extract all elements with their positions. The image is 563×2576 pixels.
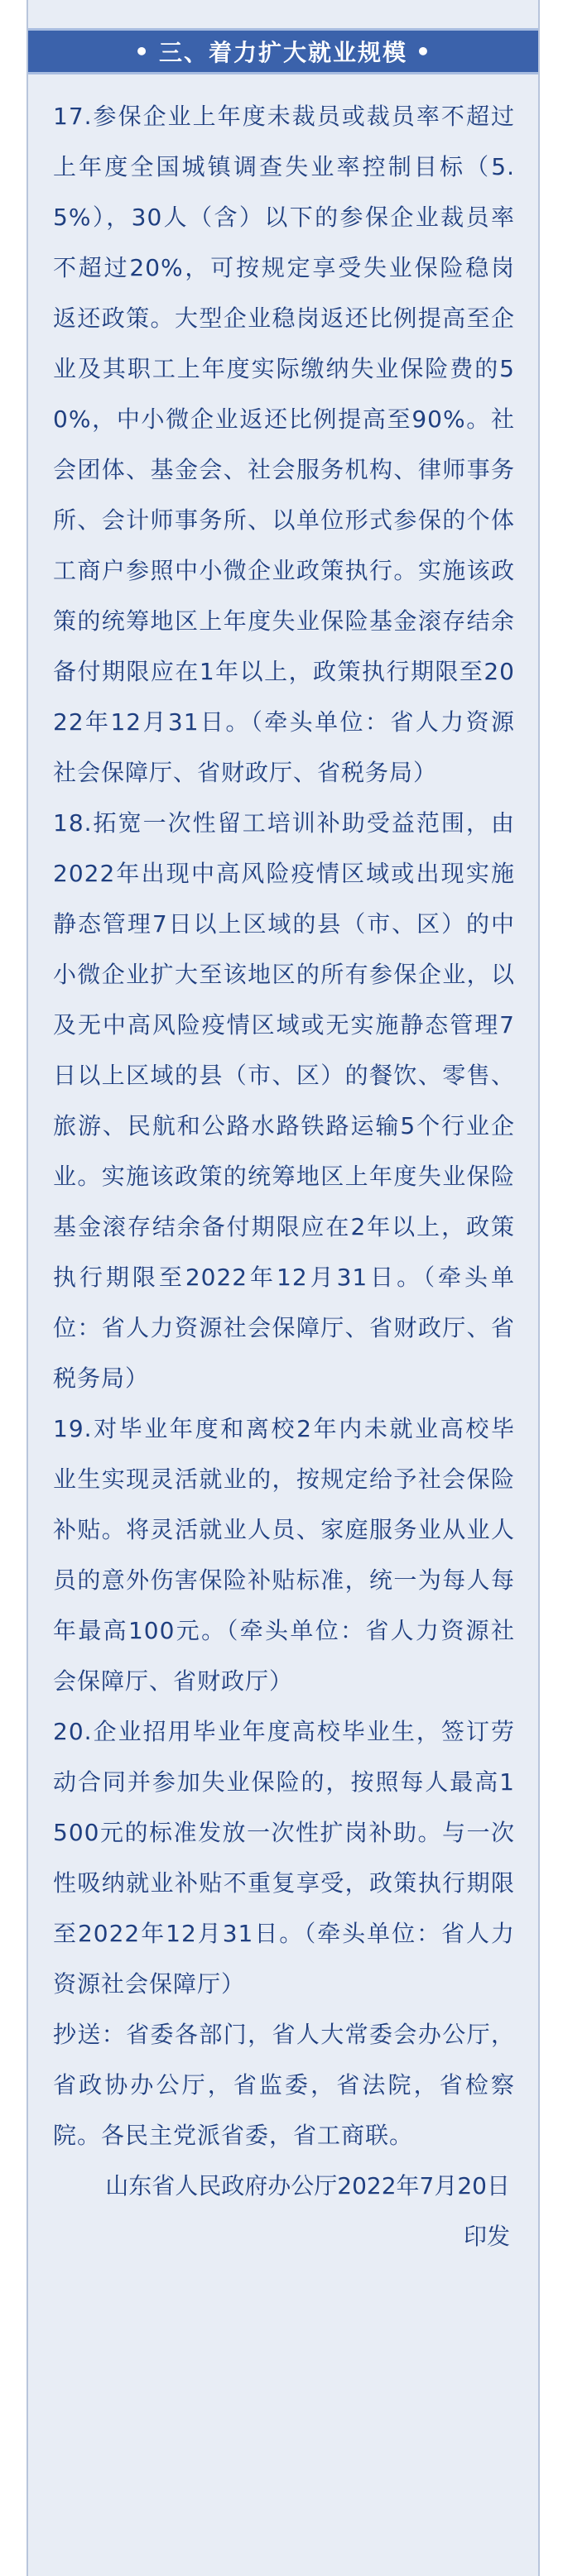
- issuer-and-date: 山东省人民政府办公厅2022年7月20日: [105, 2172, 510, 2199]
- cc-list: 抄送：省委各部门，省人大常委会办公厅，省政协办公厅，省监委，省法院，省检察院。各民主党派省委，省工商联。: [53, 2021, 515, 2149]
- section-header: [28, 28, 538, 74]
- document-panel: [26, 0, 540, 2576]
- bullet-left: •: [134, 37, 151, 65]
- section-title: 三、着力扩大就业规模: [158, 39, 407, 66]
- document-body: [53, 91, 515, 2262]
- policy-item-19: 19.对毕业年度和离校2年内未就业高校毕业生实现灵活就业的，按规定给予社会保险补贴。将灵活就业人员、家庭服务业从业人员的意外伤害保险补贴标准，统一为每人每年最高100元。（牵头单位：省人力资源社会保障厅、省财政厅）: [53, 1415, 515, 1695]
- policy-item-20: 20.企业招用毕业年度高校毕业生，签订劳动合同并参加失业保险的，按照每人最高1500元的标准发放一次性扩岗补助。与一次性吸纳就业补贴不重复享受，政策执行期限至2022年12月31日。（牵头单位：省人力资源社会保障厅）: [53, 1718, 515, 1998]
- policy-item-18: 18.拓宽一次性留工培训补助受益范围，由2022年出现中高风险疫情区域或出现实施静态管理7日以上区域的县（市、区）的中小微企业扩大至该地区的所有参保企业，以及无中高风险疫情区域或无实施静态管理7日以上区域的县（市、区）的餐饮、零售、旅游、民航和公路水路铁路运输5个行业企业。实施该政策的统筹地区上年度失业保险基金滚存结余备付期限应在2年以上，政策执行期限至2022年12月31日。（牵头单位：省人力资源社会保障厅、省财政厅、省税务局）: [53, 809, 515, 1392]
- policy-item-17: 17.参保企业上年度未裁员或裁员率不超过上年度全国城镇调查失业率控制目标（5.5%），30人（含）以下的参保企业裁员率不超过20%，可按规定享受失业保险稳岗返还政策。大型企业稳岗返还比例提高至企业及其职工上年度实际缴纳失业保险费的50%，中小微企业返还比例提高至90%。社会团体、基金会、社会服务机构、律师事务所、会计师事务所、以单位形式参保的个体工商户参照中小微企业政策执行。实施该政策的统筹地区上年度失业保险基金滚存结余备付期限应在1年以上，政策执行期限至2022年12月31日。（牵头单位：省人力资源社会保障厅、省财政厅、省税务局）: [53, 103, 515, 786]
- issued-label: 印发: [463, 2223, 510, 2250]
- bullet-right: •: [416, 37, 432, 65]
